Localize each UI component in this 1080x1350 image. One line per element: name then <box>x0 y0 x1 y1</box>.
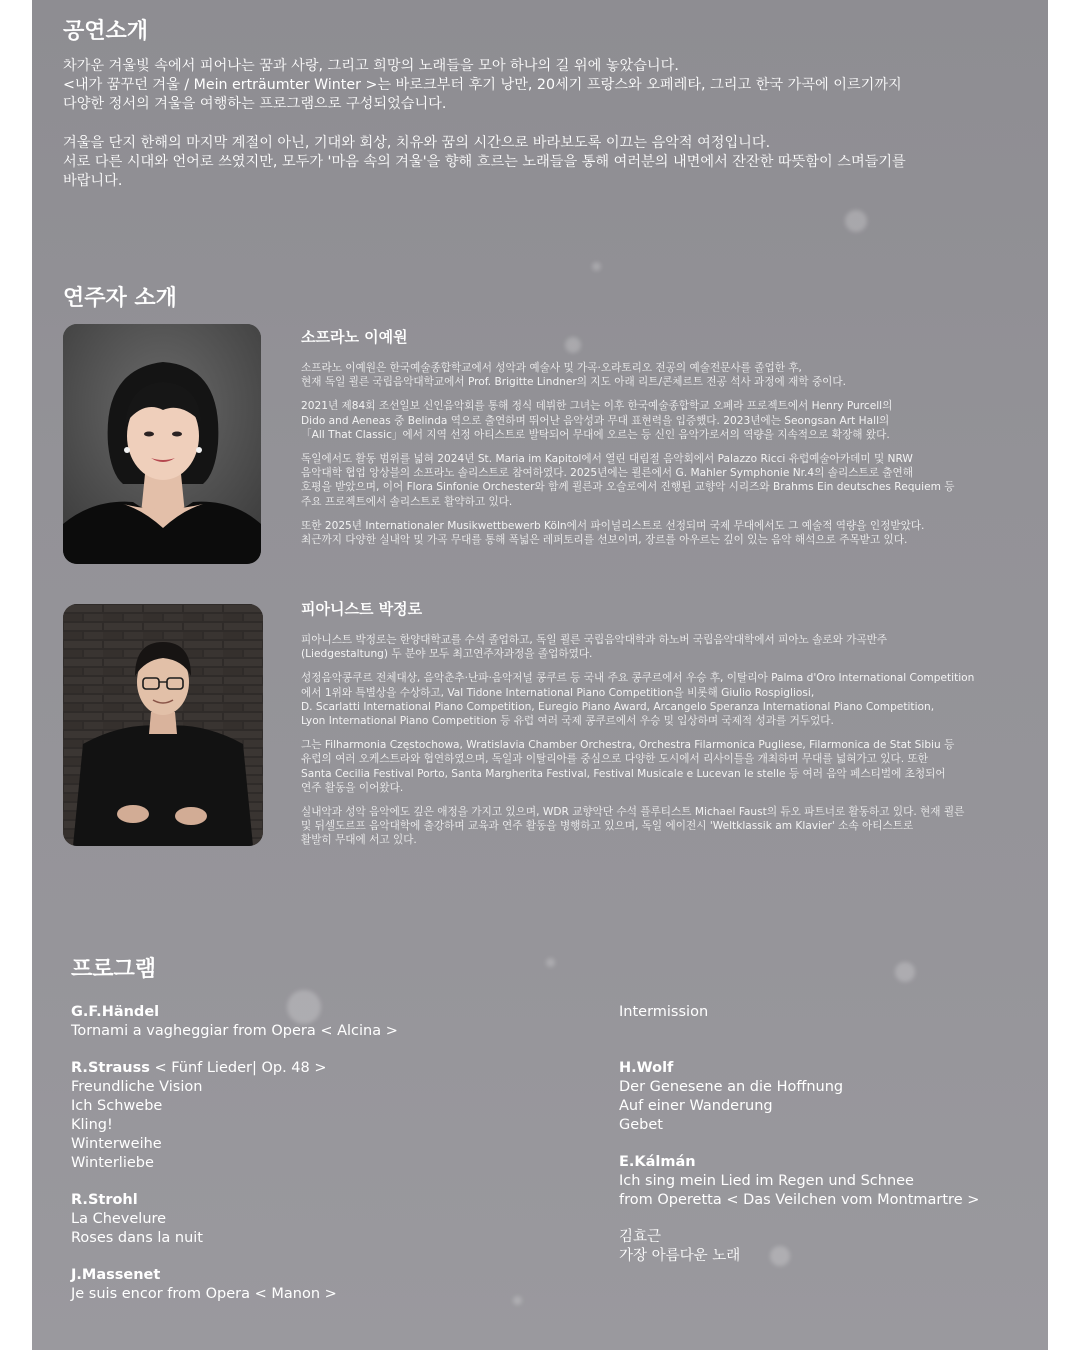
work-title: Tornami a vagheggiar from Opera < Alcina > <box>71 1023 398 1039</box>
pianist-bio-line: 성정음악콩쿠르 전체대상, 음악춘추·난파·음악저널 콩쿠르 등 국내 주요 콩쿠르에서 우승 후, 이탈리아 Palma d'Oro International Competition <box>301 672 975 685</box>
pianist-bio-paragraph <box>301 738 1031 795</box>
program-piece <box>619 1153 979 1210</box>
pianist-bio-line: 유럽의 여러 오케스트라와 협연하였으며, 독일과 이탈리아를 중심으로 다양한 도시에서 리사이틀을 개최하며 무대를 넓혀가고 있다. 또한 <box>301 753 928 766</box>
pianist-bio-line: D. Scarlatti International Piano Competition, Euregio Piano Award, Arcangelo Speranza International Piano Competition, <box>301 700 935 713</box>
program-right-column <box>619 1003 979 1284</box>
composer-line <box>71 1266 398 1285</box>
program-piece <box>619 1228 979 1266</box>
work-title: Ich Schwebe <box>71 1098 163 1114</box>
intro-paragraph <box>63 57 1023 115</box>
soprano-name: 소프라노 이예원 <box>301 328 408 346</box>
pianist-photo <box>63 604 263 846</box>
intro-title: 공연소개 <box>63 19 149 44</box>
soprano-bio-line: 독일에서도 활동 범위를 넓혀 2024년 St. Maria im Kapitol에서 열린 대림절 음악회에서 Palazzo Ricci 유럽예술아카데미 및 NRW <box>301 453 913 466</box>
program-title: 프로그램 <box>71 957 157 982</box>
composer-name: 김효근 <box>619 1229 662 1245</box>
work-title: Auf einer Wanderung <box>619 1098 773 1114</box>
soprano-bio-line: 소프라노 이예원은 한국예술종합학교에서 성악과 예술사 및 가곡·오라토리오 전공의 예술전문사를 졸업한 후, <box>301 362 802 374</box>
soprano-bio-line: 「All That Classic」에서 지역 선정 아티스트로 발탁되어 무대에 오르는 등 신인 음악가로서의 역량을 지속적으로 확장해 왔다. <box>301 428 890 441</box>
soprano-bio-line: 또한 2025년 Internationaler Musikwettbewerb Köln에서 파이널리스트로 선정되며 국제 무대에서도 그 예술적 역량을 인정받았다. <box>301 519 925 532</box>
intro-line: 서로 다른 시대와 언어로 쓰였지만, 모두가 '마음 속의 겨울'을 향해 흐르는 노래들을 통해 여러분의 내면에서 잔잔한 따뜻함이 스며들기를 <box>63 153 906 170</box>
program-piece <box>71 1191 398 1248</box>
soprano-bio-line: 주요 프로젝트에서 솔리스트로 활약하고 있다. <box>301 495 513 508</box>
pianist-bio-line: (Liedgestaltung) 두 분야 모두 최고연주자과정을 졸업하였다. <box>301 648 593 661</box>
soprano-bio-line: Dido and Aeneas 중 Belinda 역으로 출연하며 뛰어난 음악성과 무대 표현력을 입증했다. 2023년에는 Seongsan Art Hall의 <box>301 414 890 427</box>
composer-line <box>619 1153 979 1172</box>
pianist-bio-line: 에서 1위와 특별상을 수상하고, Val Tidone International Piano Competition을 비롯해 Giulio Rospigliosi, <box>301 686 815 699</box>
soprano-bio-line: 음악대학 협업 앙상블의 소프라노 솔리스트로 참여하였다. 2025년에는 쾰른에서 G. Mahler Symphonie Nr.4의 솔리스트로 출연해 <box>301 467 914 480</box>
pianist-bio-paragraph <box>301 633 1031 661</box>
composer-name: R.Strauss <box>71 1060 150 1076</box>
composer-line <box>619 1228 979 1247</box>
work-title: Winterliebe <box>71 1155 154 1171</box>
pianist-bio-line: 실내악과 성악 음악에도 깊은 애정을 가지고 있으며, WDR 교향악단 수석 플루티스트 Michael Faust의 듀오 파트너로 활동하고 있다. 현재 쾰른 <box>301 806 965 819</box>
composer-line <box>71 1059 398 1078</box>
composer-name: R.Strohl <box>71 1192 138 1208</box>
work-title: Winterweihe <box>71 1136 162 1152</box>
pianist-bio-line: 활발히 무대에 서고 있다. <box>301 834 417 847</box>
bokeh-light <box>592 262 601 271</box>
work-title: Kling! <box>71 1117 113 1133</box>
work-title: Je suis encor from Opera < Manon > <box>71 1286 337 1302</box>
program-booklet-page <box>32 0 1048 1350</box>
work-title: Ich sing mein Lied im Regen und Schnee <box>619 1173 914 1189</box>
pianist-bio-line: 연주 활동을 이어왔다. <box>301 781 404 794</box>
intro-line: <내가 꿈꾸던 겨울 / Mein erträumter Winter >는 바로크부터 후기 낭만, 20세기 프랑스와 오페레타, 그리고 한국 가곡에 이르기까지 <box>63 77 902 94</box>
program-piece <box>71 1003 398 1041</box>
composer-line <box>71 1003 398 1022</box>
pianist-bio-line: Santa Cecilia Festival Porto, Santa Margherita Festival, Festival Musicale e Lucevan le stelle 등 여러 음악 페스티벌에 초청되어 <box>301 767 946 780</box>
soprano-bio-paragraph <box>301 361 1021 389</box>
composer-line <box>619 1059 979 1078</box>
work-title: Gebet <box>619 1117 663 1133</box>
pianist-bio-paragraph <box>301 671 1031 728</box>
program-right-pieces <box>619 1059 979 1266</box>
pianist-bio <box>301 598 1031 858</box>
composer-opus: < Fünf Lieder| Op. 48 > <box>149 1060 327 1076</box>
soprano-bio-paragraph <box>301 519 1021 547</box>
composer-name: E.Kálmán <box>619 1154 696 1170</box>
composer-line <box>71 1191 398 1210</box>
work-title: 가장 아름다운 노래 <box>619 1248 741 1264</box>
composer-name: J.Massenet <box>71 1267 161 1283</box>
pianist-bio-line: Lyon International Piano Competition 등 유럽 여러 국제 콩쿠르에서 우승 및 입상하며 국제적 성과를 거두었다. <box>301 715 834 728</box>
performers-title: 연주자 소개 <box>63 286 177 311</box>
pianist-bio-line: 그는 Filharmonia Częstochowa, Wratislavia Chamber Orchestra, Orchestra Filarmonica Pugliese, Filarmonica de Stat Sibiu 등 <box>301 739 955 752</box>
work-title: Der Genesene an die Hoffnung <box>619 1079 844 1095</box>
bokeh-light <box>546 958 555 967</box>
intermission <box>619 1003 979 1022</box>
program-piece <box>619 1059 979 1135</box>
soprano-bio-line: 2021년 제84회 조선일보 신인음악회를 통해 정식 데뷔한 그녀는 이후 한국예술종합학교 오페라 프로젝트에서 Henry Purcell의 <box>301 400 893 413</box>
work-title: Roses dans la nuit <box>71 1230 203 1246</box>
intro-line: 겨울을 단지 한해의 마지막 계절이 아닌, 기대와 회상, 치유와 꿈의 시간으로 바라보도록 이끄는 음악적 여정입니다. <box>63 134 771 151</box>
work-title: La Chevelure <box>71 1211 167 1227</box>
work-title: Freundliche Vision <box>71 1079 203 1095</box>
intro-line: 차가운 겨울빛 속에서 피어나는 꿈과 사랑, 그리고 희망의 노래들을 모아 하나의 길 위에 놓았습니다. <box>63 58 679 74</box>
program-piece <box>71 1059 398 1173</box>
composer-name: G.F.Händel <box>71 1004 160 1020</box>
program-left-column <box>71 1003 398 1322</box>
soprano-bio-line: 호평을 받았으며, 이어 Flora Sinfonie Orchester와 함께 쾰른과 오슬로에서 진행된 교향악 시리즈와 Brahms Ein deutsches Requiem 등 <box>301 481 955 494</box>
intro-line: 다양한 정서의 겨울을 여행하는 프로그램으로 구성되었습니다. <box>63 96 447 113</box>
pianist-bio-paragraph <box>301 805 1031 848</box>
soprano-bio-paragraph <box>301 452 1021 509</box>
soprano-bio-line: 현재 독일 쾰른 국립음악대학교에서 Prof. Brigitte Lindner의 지도 아래 리트/콘체르트 전공 석사 과정에 재학 중이다. <box>301 376 847 389</box>
pianist-bio-line: 피아니스트 박정로는 한양대학교를 수석 졸업하고, 독일 쾰른 국립음악대학과 하노버 국립음악대학에서 피아노 솔로와 가곡반주 <box>301 634 888 646</box>
intro-text <box>63 57 1023 210</box>
soprano-bio-paragraph <box>301 399 1021 442</box>
work-title: from Operetta < Das Veilchen vom Montmartre > <box>619 1192 980 1208</box>
pianist-bio-line: 및 뒤셀도르프 음악대학에 출강하며 교육과 연주 활동을 병행하고 있으며, 독일 에이전시 'Weltklassik am Klavier' 소속 아티스트로 <box>301 820 914 833</box>
bokeh-light <box>513 1296 522 1305</box>
bokeh-light <box>845 210 867 232</box>
intro-paragraph <box>63 134 1023 192</box>
soprano-photo <box>63 324 261 564</box>
program-piece <box>71 1266 398 1304</box>
soprano-paragraphs <box>301 361 1021 547</box>
intermission-label: Intermission <box>619 1004 709 1020</box>
soprano-bio-line: 최근까지 다양한 실내악 및 가곡 무대를 통해 폭넓은 레퍼토리를 선보이며, 장르를 아우르는 깊이 있는 음악 해석으로 주목받고 있다. <box>301 534 908 547</box>
pianist-paragraphs <box>301 633 1031 848</box>
pianist-name: 피아니스트 박정로 <box>301 600 423 618</box>
soprano-bio <box>301 326 1021 557</box>
bokeh-light <box>895 962 915 982</box>
intro-line: 바랍니다. <box>63 173 123 190</box>
composer-name: H.Wolf <box>619 1060 674 1076</box>
